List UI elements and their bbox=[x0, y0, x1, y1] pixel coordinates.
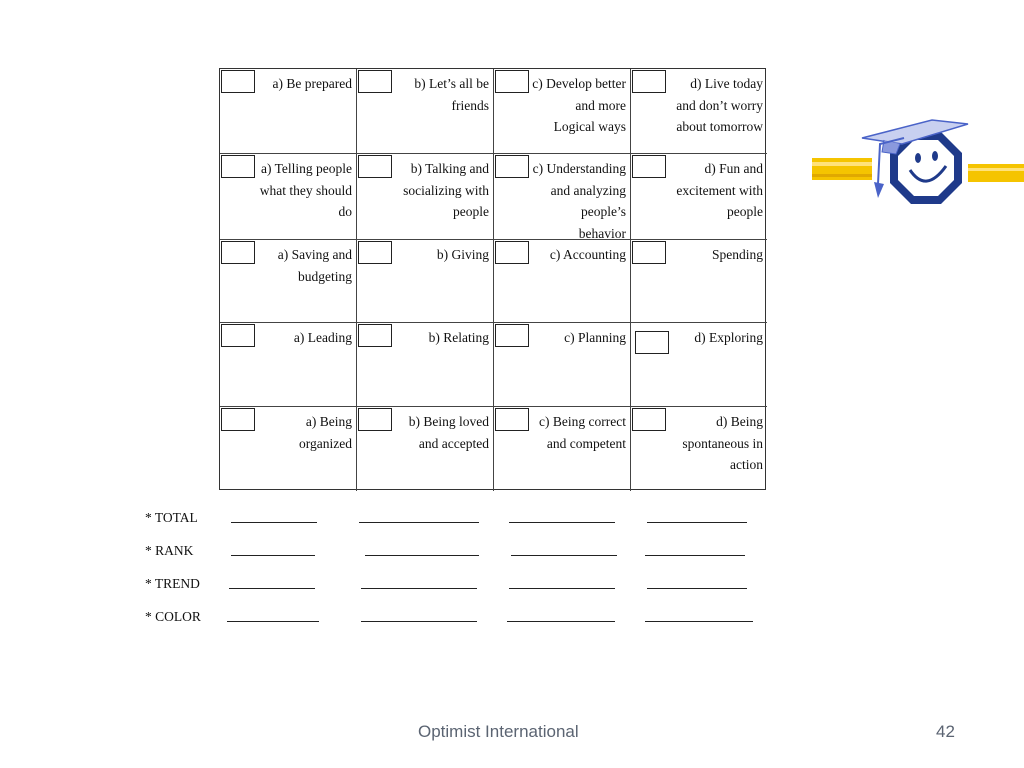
footer-organization: Optimist International bbox=[418, 722, 579, 741]
score-box[interactable] bbox=[635, 331, 669, 354]
quiz-cell bbox=[220, 323, 357, 407]
cell-text: b) Relating bbox=[428, 330, 489, 345]
score-box[interactable] bbox=[221, 70, 255, 93]
score-box[interactable] bbox=[221, 241, 255, 264]
total-line-c[interactable] bbox=[509, 522, 615, 523]
total-line-a[interactable] bbox=[231, 522, 317, 523]
total-line-b[interactable] bbox=[359, 522, 479, 523]
score-box[interactable] bbox=[632, 155, 666, 178]
score-box[interactable] bbox=[495, 324, 529, 347]
cell-text: b) Let’s all be friends bbox=[414, 76, 489, 113]
score-box[interactable] bbox=[358, 70, 392, 93]
rank-line-c[interactable] bbox=[511, 555, 617, 556]
trend-line-c[interactable] bbox=[509, 588, 615, 589]
total-label: * TOTAL bbox=[145, 510, 198, 525]
quiz-cell bbox=[357, 69, 494, 154]
color-line-d[interactable] bbox=[645, 621, 753, 622]
quiz-cell bbox=[220, 240, 357, 323]
cell-text: c) Being correct and competent bbox=[539, 414, 626, 451]
score-box[interactable] bbox=[221, 324, 255, 347]
rank-line-d[interactable] bbox=[645, 555, 745, 556]
score-box[interactable] bbox=[632, 70, 666, 93]
score-box[interactable] bbox=[358, 241, 392, 264]
cell-text: b) Talking and socializing with people bbox=[403, 161, 489, 219]
quiz-cell bbox=[631, 323, 767, 407]
cell-text: Spending bbox=[711, 247, 763, 262]
score-box[interactable] bbox=[221, 408, 255, 431]
score-box[interactable] bbox=[358, 155, 392, 178]
trend-line-b[interactable] bbox=[361, 588, 477, 589]
cell-text: d) Exploring bbox=[694, 330, 763, 345]
score-box[interactable] bbox=[495, 70, 529, 93]
color-line-c[interactable] bbox=[507, 621, 615, 622]
score-box[interactable] bbox=[495, 408, 529, 431]
quiz-cell bbox=[220, 407, 357, 491]
total-row bbox=[145, 508, 765, 528]
quiz-cell bbox=[494, 154, 631, 240]
score-box[interactable] bbox=[358, 408, 392, 431]
quiz-cell bbox=[631, 240, 767, 323]
personality-quiz-grid bbox=[219, 68, 766, 490]
score-box[interactable] bbox=[221, 155, 255, 178]
score-box[interactable] bbox=[358, 324, 392, 347]
quiz-cell bbox=[494, 407, 631, 491]
cell-text: a) Be prepared bbox=[272, 76, 352, 91]
trend-row bbox=[145, 574, 765, 594]
rank-line-a[interactable] bbox=[231, 555, 315, 556]
score-box[interactable] bbox=[632, 241, 666, 264]
cell-text: d) Fun and excitement with people bbox=[676, 161, 763, 219]
smiley-graduate-logo-icon bbox=[812, 114, 1024, 218]
cell-text: c) Develop better and more Logical ways bbox=[532, 76, 626, 134]
quiz-cell bbox=[494, 240, 631, 323]
rank-line-b[interactable] bbox=[365, 555, 479, 556]
quiz-cell bbox=[220, 154, 357, 240]
page-number: 42 bbox=[936, 722, 955, 741]
quiz-cell bbox=[357, 240, 494, 323]
color-line-a[interactable] bbox=[227, 621, 319, 622]
trend-line-a[interactable] bbox=[229, 588, 315, 589]
score-box[interactable] bbox=[632, 408, 666, 431]
cell-text: d) Being spontaneous in action bbox=[682, 414, 763, 472]
quiz-cell bbox=[494, 323, 631, 407]
quiz-cell bbox=[357, 323, 494, 407]
cell-text: b) Giving bbox=[436, 247, 489, 262]
trend-line-d[interactable] bbox=[647, 588, 747, 589]
color-row bbox=[145, 607, 765, 627]
color-line-b[interactable] bbox=[361, 621, 477, 622]
cell-text: a) Leading bbox=[293, 330, 352, 345]
quiz-cell bbox=[494, 69, 631, 154]
quiz-cell bbox=[357, 154, 494, 240]
quiz-cell bbox=[357, 407, 494, 491]
cell-text: b) Being loved and accepted bbox=[408, 414, 489, 451]
cell-text: a) Being organized bbox=[299, 414, 352, 451]
score-box[interactable] bbox=[495, 155, 529, 178]
total-line-d[interactable] bbox=[647, 522, 747, 523]
cell-text: c) Understanding and analyzing people’s behavior bbox=[532, 161, 626, 241]
cell-text: a) Saving and budgeting bbox=[277, 247, 352, 284]
cell-text: c) Planning bbox=[564, 330, 626, 345]
cell-text: d) Live today and don’t worry about tomorrow bbox=[676, 76, 763, 134]
rank-row bbox=[145, 541, 765, 561]
rank-label: * RANK bbox=[145, 543, 194, 558]
trend-label: * TREND bbox=[145, 576, 200, 591]
cell-text: a) Telling people what they should do bbox=[259, 161, 352, 219]
quiz-cell bbox=[220, 69, 357, 154]
quiz-cell bbox=[631, 69, 767, 154]
quiz-cell bbox=[631, 154, 767, 240]
quiz-cell bbox=[631, 407, 767, 491]
cell-text: c) Accounting bbox=[549, 247, 626, 262]
score-box[interactable] bbox=[495, 241, 529, 264]
color-label: * COLOR bbox=[145, 609, 201, 624]
